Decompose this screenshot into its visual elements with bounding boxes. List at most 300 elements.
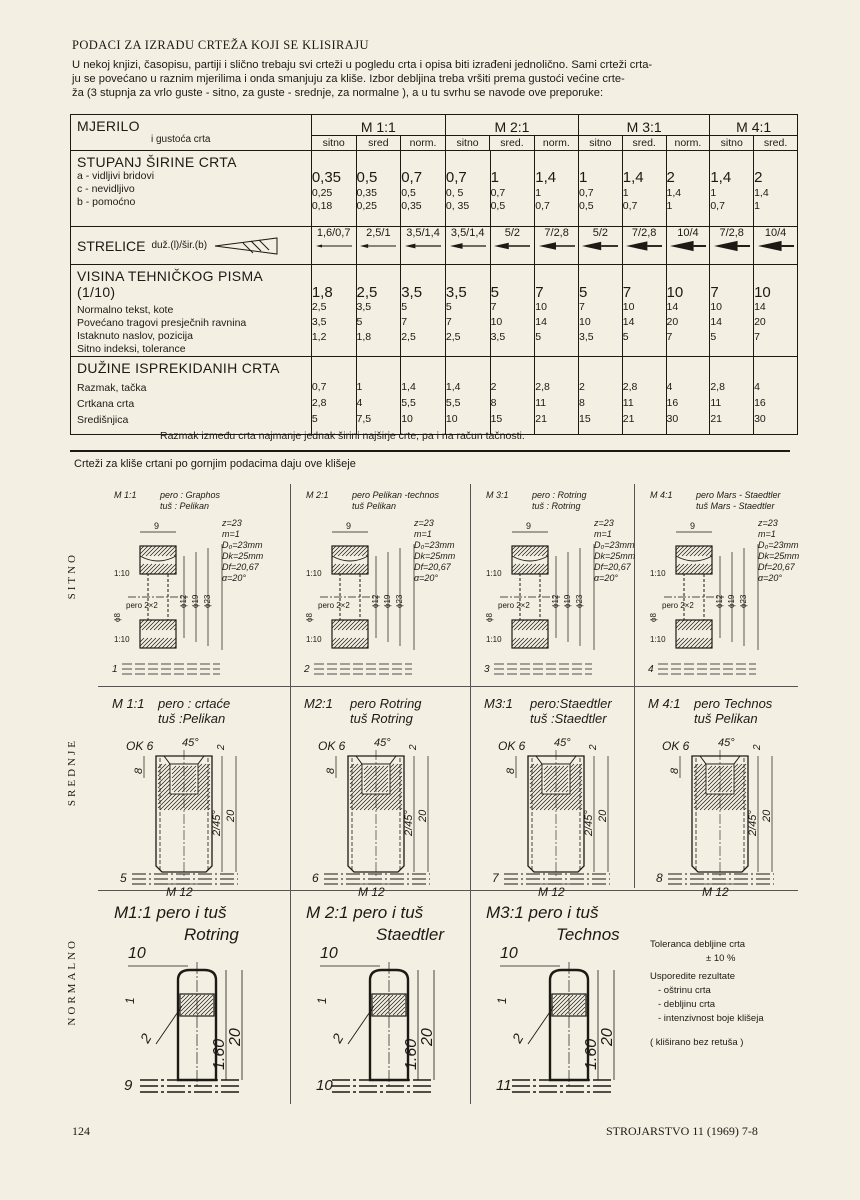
drawing-label: 20 [227,1028,244,1046]
drawing-label: 1:10 [486,635,502,644]
drawing-label: Staedtler [376,925,445,944]
table-value: 2,8 [622,381,638,393]
sub-label: norm. [542,137,570,149]
note-line: ( kliširano bez retuša ) [650,1037,744,1048]
screw-drawing-panel [472,690,648,899]
drawing-label: ϕ12 [179,594,188,608]
note-line: Usporedite rezultate [650,971,736,982]
pin-drawing [100,894,276,1104]
scale-m41 [710,115,798,151]
drawing-label: z=23 [414,518,434,528]
drawing-label: 20 [417,809,429,822]
arrow-ratio: 10/4 [764,227,787,239]
table-value: 5 [710,331,717,343]
drawing-label: 45° [718,737,735,749]
drawing-label: 1.60 [403,1038,420,1070]
table-value: 7 [622,284,632,301]
hatch-pattern [512,564,548,574]
table-value: 2 [579,381,585,393]
sub-label: sred. [763,137,788,149]
duzine-title: DUŽINE ISPREKIDANIH CRTA [77,360,280,376]
drawing-label: ϕ23 [203,594,212,608]
intro-text [72,58,802,100]
drawing-label: pero : Graphos [160,490,221,500]
table-value: 11 [710,397,722,409]
value-cell [710,265,754,357]
table-value: 0,25 [311,187,333,199]
hatch-pattern [512,546,548,556]
hatch-pattern [512,638,548,648]
drawing-label: M 1:1 [114,490,137,500]
table-value: 3,5 [356,301,372,313]
drawing-label: ϕ8 [485,613,494,622]
arrow-sample-icon [314,241,354,251]
row-label: Središnjica [77,414,129,426]
drawing-label: 8 [669,767,681,774]
value-cell [622,265,666,357]
drawing-label: Df=20,67 [594,562,631,572]
drawing-label: Dk=25mm [414,551,456,561]
drawing-label: 8 [505,767,517,774]
drawing-label: Rotring [184,925,239,944]
drawing-label: z=23 [594,518,614,528]
table-value: 21 [622,413,635,425]
value-cell [445,151,490,227]
drawing-label: tuš :Pelikan [158,711,226,726]
drawing-label: M 12 [358,885,385,899]
drawing-label: m=1 [222,529,240,539]
table-value: 3,5 [579,331,594,343]
value-cell [754,265,798,357]
drawing-label: 1:10 [650,569,666,578]
table-value: 14 [535,316,547,328]
table-value: 7 [754,331,760,343]
table-value: 20 [754,316,766,328]
drawing-label: z=23 [222,518,242,528]
drawing-label: 8 [133,767,145,774]
table-value: 0,7 [311,381,327,393]
arrow-sample-icon [580,241,620,251]
drawing-label: ϕ19 [563,594,572,608]
arrow-diagram-icon [213,235,283,257]
scale-label: M 1:1 [360,119,396,135]
table-value: 0,7 [535,200,550,212]
drawing-label: 1:10 [114,635,130,644]
value-cell [579,265,623,357]
drawing-label: 3 [484,664,490,675]
table-value: 8 [490,397,497,409]
page-number: 124 [72,1124,90,1138]
arrow-cell [579,227,623,265]
value-cell [311,265,356,357]
drawing-label: 2/45° [747,810,759,836]
drawing-label: ϕ19 [383,594,392,608]
sub-label: sred. [623,136,667,150]
table-value: 7 [401,316,408,328]
value-cell [754,151,798,227]
table-value: 0,5 [401,187,416,199]
table-value: 0,7 [490,187,506,199]
value-cell [535,357,579,435]
drawing-label: 2/45° [211,810,223,836]
table-value: 7 [490,301,497,313]
drawing-label: 2/45° [403,810,415,836]
table-value: 1 [535,187,542,199]
screw-drawing [292,690,468,899]
visina-title: VISINA TEHNIČKOG PISMA (1/10) [77,268,263,300]
row-label: Normalno tekst, kote [77,304,174,316]
drawing-label: 20 [225,809,237,822]
divider [290,484,291,1104]
gear-drawing-panel [472,486,652,689]
section-label-sitno: SITNO [66,552,78,600]
drawing-label: pero 2×2 [498,601,530,610]
screw-drawing-panel [636,690,796,899]
drawing-label: OK 6 [318,739,346,753]
drawing-label: 10 [320,945,338,962]
visina-label-cell [71,265,312,357]
drawing-label: 20 [761,809,773,822]
drawing-label: 1:10 [306,569,322,578]
gear-drawing [636,486,800,684]
drawing-label: 10 [316,1077,333,1094]
note-line: - intenzivnost boje klišeja [658,1013,764,1024]
table-value: 14 [622,316,635,328]
table-value: 5 [490,284,499,301]
table-value: 1 [666,200,673,212]
arrow-ratio: 3,5/1,4 [406,227,440,239]
table-value: 1,4 [666,187,682,199]
table-value: 0,7 [579,187,594,199]
value-cell [622,357,666,435]
drawing-label: ϕ19 [191,594,200,608]
drawing-label: α=20° [222,573,246,583]
table-value: 2 [666,169,675,186]
row-label: Crtkana crta [77,398,135,410]
drawing-label: pero : Rotring [532,490,587,500]
drawing-label: 20 [419,1028,436,1046]
drawing-label: tuš : Rotring [532,501,581,511]
drawing-label: Df=20,67 [222,562,259,572]
table-value: 11 [622,397,634,409]
arrow-sample-icon [537,241,577,251]
table-value: 5 [401,301,408,313]
drawing-label: pero Rotring [350,696,422,711]
arrow-sample-icon [712,241,752,251]
drawing-label: pero Mars - Staedtler [696,490,781,500]
drawing-label: 9 [690,521,696,531]
drawing-label: tuš : Pelikan [160,501,210,511]
gear-drawing-panel [636,486,800,689]
scale-m31 [579,115,710,151]
table-value: 2,8 [710,381,725,393]
drawing-label: 2/45° [583,810,595,836]
drawing-label: m=1 [758,529,776,539]
drawing-label: 20 [597,809,609,822]
strelice-formula: duž.(l)/šir.(b) [151,240,208,251]
table-value: 5 [311,413,318,425]
drawing-label: 45° [182,737,199,749]
value-cell [622,151,666,227]
drawing-label: 1:10 [650,635,666,644]
drawing-label: M 2:1 pero i tuš [306,903,424,922]
table-value: 3,5 [490,331,506,343]
screw-drawing [472,690,648,899]
table-value: 0, 5 [445,187,464,199]
mjerilo-label: MJERILO [77,118,140,134]
drawing-label: 2 [216,744,227,750]
table-value: 14 [666,301,679,313]
table-value: 30 [754,413,766,425]
drawing-label: Df=20,67 [758,562,795,572]
arrow-ratio: 1,6/0,7 [316,227,351,239]
row-label: Sitno indeksi, tolerance [77,343,186,355]
table-value: 10 [401,413,413,425]
sub-label: sred. [490,136,534,150]
table-value: 1,4 [535,169,557,186]
drawing-label: M 2:1 [306,490,329,500]
arrow-ratio: 7/2,8 [631,227,657,239]
drawing-label: m=1 [414,529,432,539]
table-value: 10 [754,284,771,301]
table-value: 2,5 [445,331,461,343]
row-label: Razmak, tačka [77,382,147,394]
value-cell [311,151,356,227]
table-value: 10 [490,316,503,328]
table-value: 8 [579,397,585,409]
drawing-label: ϕ8 [649,613,658,622]
arrow-cell [666,227,710,265]
drawing-label: M 12 [702,885,729,899]
drawing-label: 8 [656,871,663,885]
drawing-label: tuš Rotring [350,711,413,726]
screw-drawing [636,690,796,899]
scale-m11 [311,115,445,151]
table-value: 1 [579,169,588,186]
table-value: 21 [535,413,547,425]
drawing-label: ϕ23 [575,594,584,608]
table-value: 14 [710,316,722,328]
drawing-label: pero:Staedtler [530,696,612,711]
drawing-label: 6 [312,871,319,885]
arrow-ratio: 7/2,8 [719,227,744,239]
drawing-label: M 12 [538,885,565,899]
drawing-label: 10 [500,945,518,962]
drawing-label: Df=20,67 [414,562,451,572]
table-value: 7,5 [356,413,372,425]
arrow-ratio: 3,5/1,4 [450,227,485,239]
table-value: 4 [666,381,673,393]
value-cell [445,357,490,435]
arrow-sample-icon [358,241,398,251]
table-value: 0,7 [622,200,638,212]
table-value: 0,5 [490,200,506,212]
arrow-ratio: 5/2 [504,227,521,239]
row-label: Istaknuto naslov, pozicija [77,330,193,342]
drawing-label: 1 [112,664,118,675]
drawing-label: 1.60 [583,1038,600,1070]
strelice-label-cell [71,227,312,265]
drawing-label: 2 [304,664,310,675]
drawing-label: D₀=23mm [594,540,635,550]
drawing-label: ϕ23 [739,594,748,608]
table-value: 1 [490,169,499,186]
table-value: 10 [666,284,684,301]
duzine-label-cell [71,357,312,435]
drawing-label: tuš Pelikan [352,501,397,511]
table-value: 0,5 [356,169,378,186]
drawing-label: ϕ12 [551,594,560,608]
page-title: PODACI ZA IZRADU CRTEŽA KOJI SE KLISIRAJU [72,38,369,52]
right-notes [650,938,764,1050]
hatch-pattern [676,564,712,574]
drawing-label: ϕ8 [305,613,314,622]
drawing-label: 4 [648,664,654,675]
drawing-label: 1 [495,997,509,1004]
row-label: c - nevidljivo [77,183,135,195]
hatch-pattern [332,564,368,574]
screw-drawing-panel [100,690,276,899]
hatch-pattern [140,546,176,556]
drawing-label: 7 [492,871,499,885]
row-label: b - pomoćno [77,196,136,208]
sub-label: sitno [710,136,754,150]
table-value: 1,2 [311,331,327,343]
drawing-label: pero Pelikan -technos [352,490,440,500]
value-cell [579,151,623,227]
drawing-label: 1:10 [486,569,502,578]
arrow-sample-icon [668,241,708,251]
table-value: 15 [579,413,591,425]
drawing-label: 2 [508,1030,527,1046]
drawing-label: pero 2×2 [318,601,350,610]
table-value: 3,5 [445,284,467,301]
screw-drawing-panel [292,690,468,899]
value-cell [666,357,710,435]
drawing-label: 20 [599,1028,616,1046]
drawing-label: D₀=23mm [414,540,455,550]
drawing-label: M 3:1 [486,490,509,500]
sub-label: sitno [579,136,623,150]
sub-label: sitno [312,136,357,150]
hatch-pattern [332,620,368,630]
drawing-label: ϕ8 [113,613,122,622]
drawing-label: tuš Pelikan [694,711,758,726]
table-value: 5 [356,316,363,328]
value-cell [535,265,579,357]
table-value: 14 [754,301,766,313]
table-value: 7 [579,301,585,313]
drawing-label: Technos [556,925,620,944]
table-value: 30 [666,413,679,425]
hatch-pattern [332,546,368,556]
table-value: 0,18 [311,200,333,212]
journal-reference: STROJARSTVO 11 (1969) 7-8 [606,1124,758,1138]
sub-label: norm. [409,137,437,149]
arrow-cell [356,227,401,265]
value-cell [535,151,579,227]
drawing-label: M 4:1 [650,490,673,500]
scale-label: M 3:1 [626,119,662,135]
drawing-label: M 12 [166,885,193,899]
drawing-label: OK 6 [126,739,154,753]
table-value: 1,8 [311,284,333,301]
drawing-label: 5 [120,871,127,885]
drawing-label: 1:60 [211,1038,228,1070]
table-value: 3,5 [401,284,423,301]
pin-drawing-panel [472,894,648,1109]
drawing-label: 2 [328,1030,347,1046]
table-value: 2,5 [356,284,378,301]
table-value: 7 [445,316,452,328]
intro-line: ža (3 stupnja za vrlo guste - sitno, za guste - srednje, za normalne ), a u tu svrhu se navode ove preporuke: [72,87,604,99]
drawing-label: 1 [315,997,329,1004]
value-cell [710,357,754,435]
drawing-label: 2 [752,744,763,750]
intro-line: ju se povećano u raznim mjerilima i onda smanjuju za kliše. Izbor debljina treba vršiti prema gustoći većine crte- [72,73,625,85]
table-value: 2,5 [401,331,416,343]
gear-drawing-panel [292,486,472,689]
drawing-label: M 1:1 [112,696,145,711]
gear-drawing [292,486,472,684]
value-cell [579,357,623,435]
table-footnote: Razmak između crta najmanje jednak širini najširje crte, pa i na račun tačnosti. [160,430,525,442]
arrow-sample-icon [492,241,532,251]
table-value: 16 [754,397,766,409]
table-value: 4 [356,397,363,409]
arrow-cell [490,227,535,265]
sub-label: sred [357,136,402,150]
drawing-label: 1 [123,997,137,1004]
row-label: a - vidljivi bridovi [77,170,155,182]
table-value: 0,5 [579,200,594,212]
drawing-label: M3:1 [484,696,513,711]
drawing-label: pero 2×2 [126,601,158,610]
table-value: 1,4 [754,187,769,199]
hatch-pattern [676,546,712,556]
drawing-label: Dk=25mm [594,551,636,561]
table-value: 7 [710,284,719,301]
gear-drawing [472,486,652,684]
table-value: 7 [666,331,673,343]
table-value: 15 [490,413,503,425]
drawing-label: 45° [374,737,391,749]
value-cell [401,265,446,357]
table-value: 1,4 [622,169,644,186]
table-value: 0, 35 [445,200,470,212]
drawing-label: ϕ12 [715,594,724,608]
hatch-pattern [512,620,548,630]
sub-label: sitno [446,136,490,150]
table-value: 2 [490,381,497,393]
note-line: Toleranca debljine crta [650,939,746,950]
value-cell [401,357,446,435]
drawing-label: 2 [588,744,599,750]
value-cell [311,357,356,435]
scale-label: M 2:1 [494,119,530,135]
table-value: 16 [666,397,679,409]
arrow-ratio: 5/2 [592,227,609,239]
table-value: 5 [622,331,629,343]
drawing-label: ϕ12 [371,594,380,608]
pin-drawing-panel [292,894,468,1109]
table-value: 1 [356,381,363,393]
table-value: 20 [666,316,679,328]
hatch-pattern [140,620,176,630]
row-label: Povećano tragovi presječnih ravnina [77,317,247,329]
stupanj-label-cell [71,151,312,227]
drawing-label: 1:10 [114,569,130,578]
